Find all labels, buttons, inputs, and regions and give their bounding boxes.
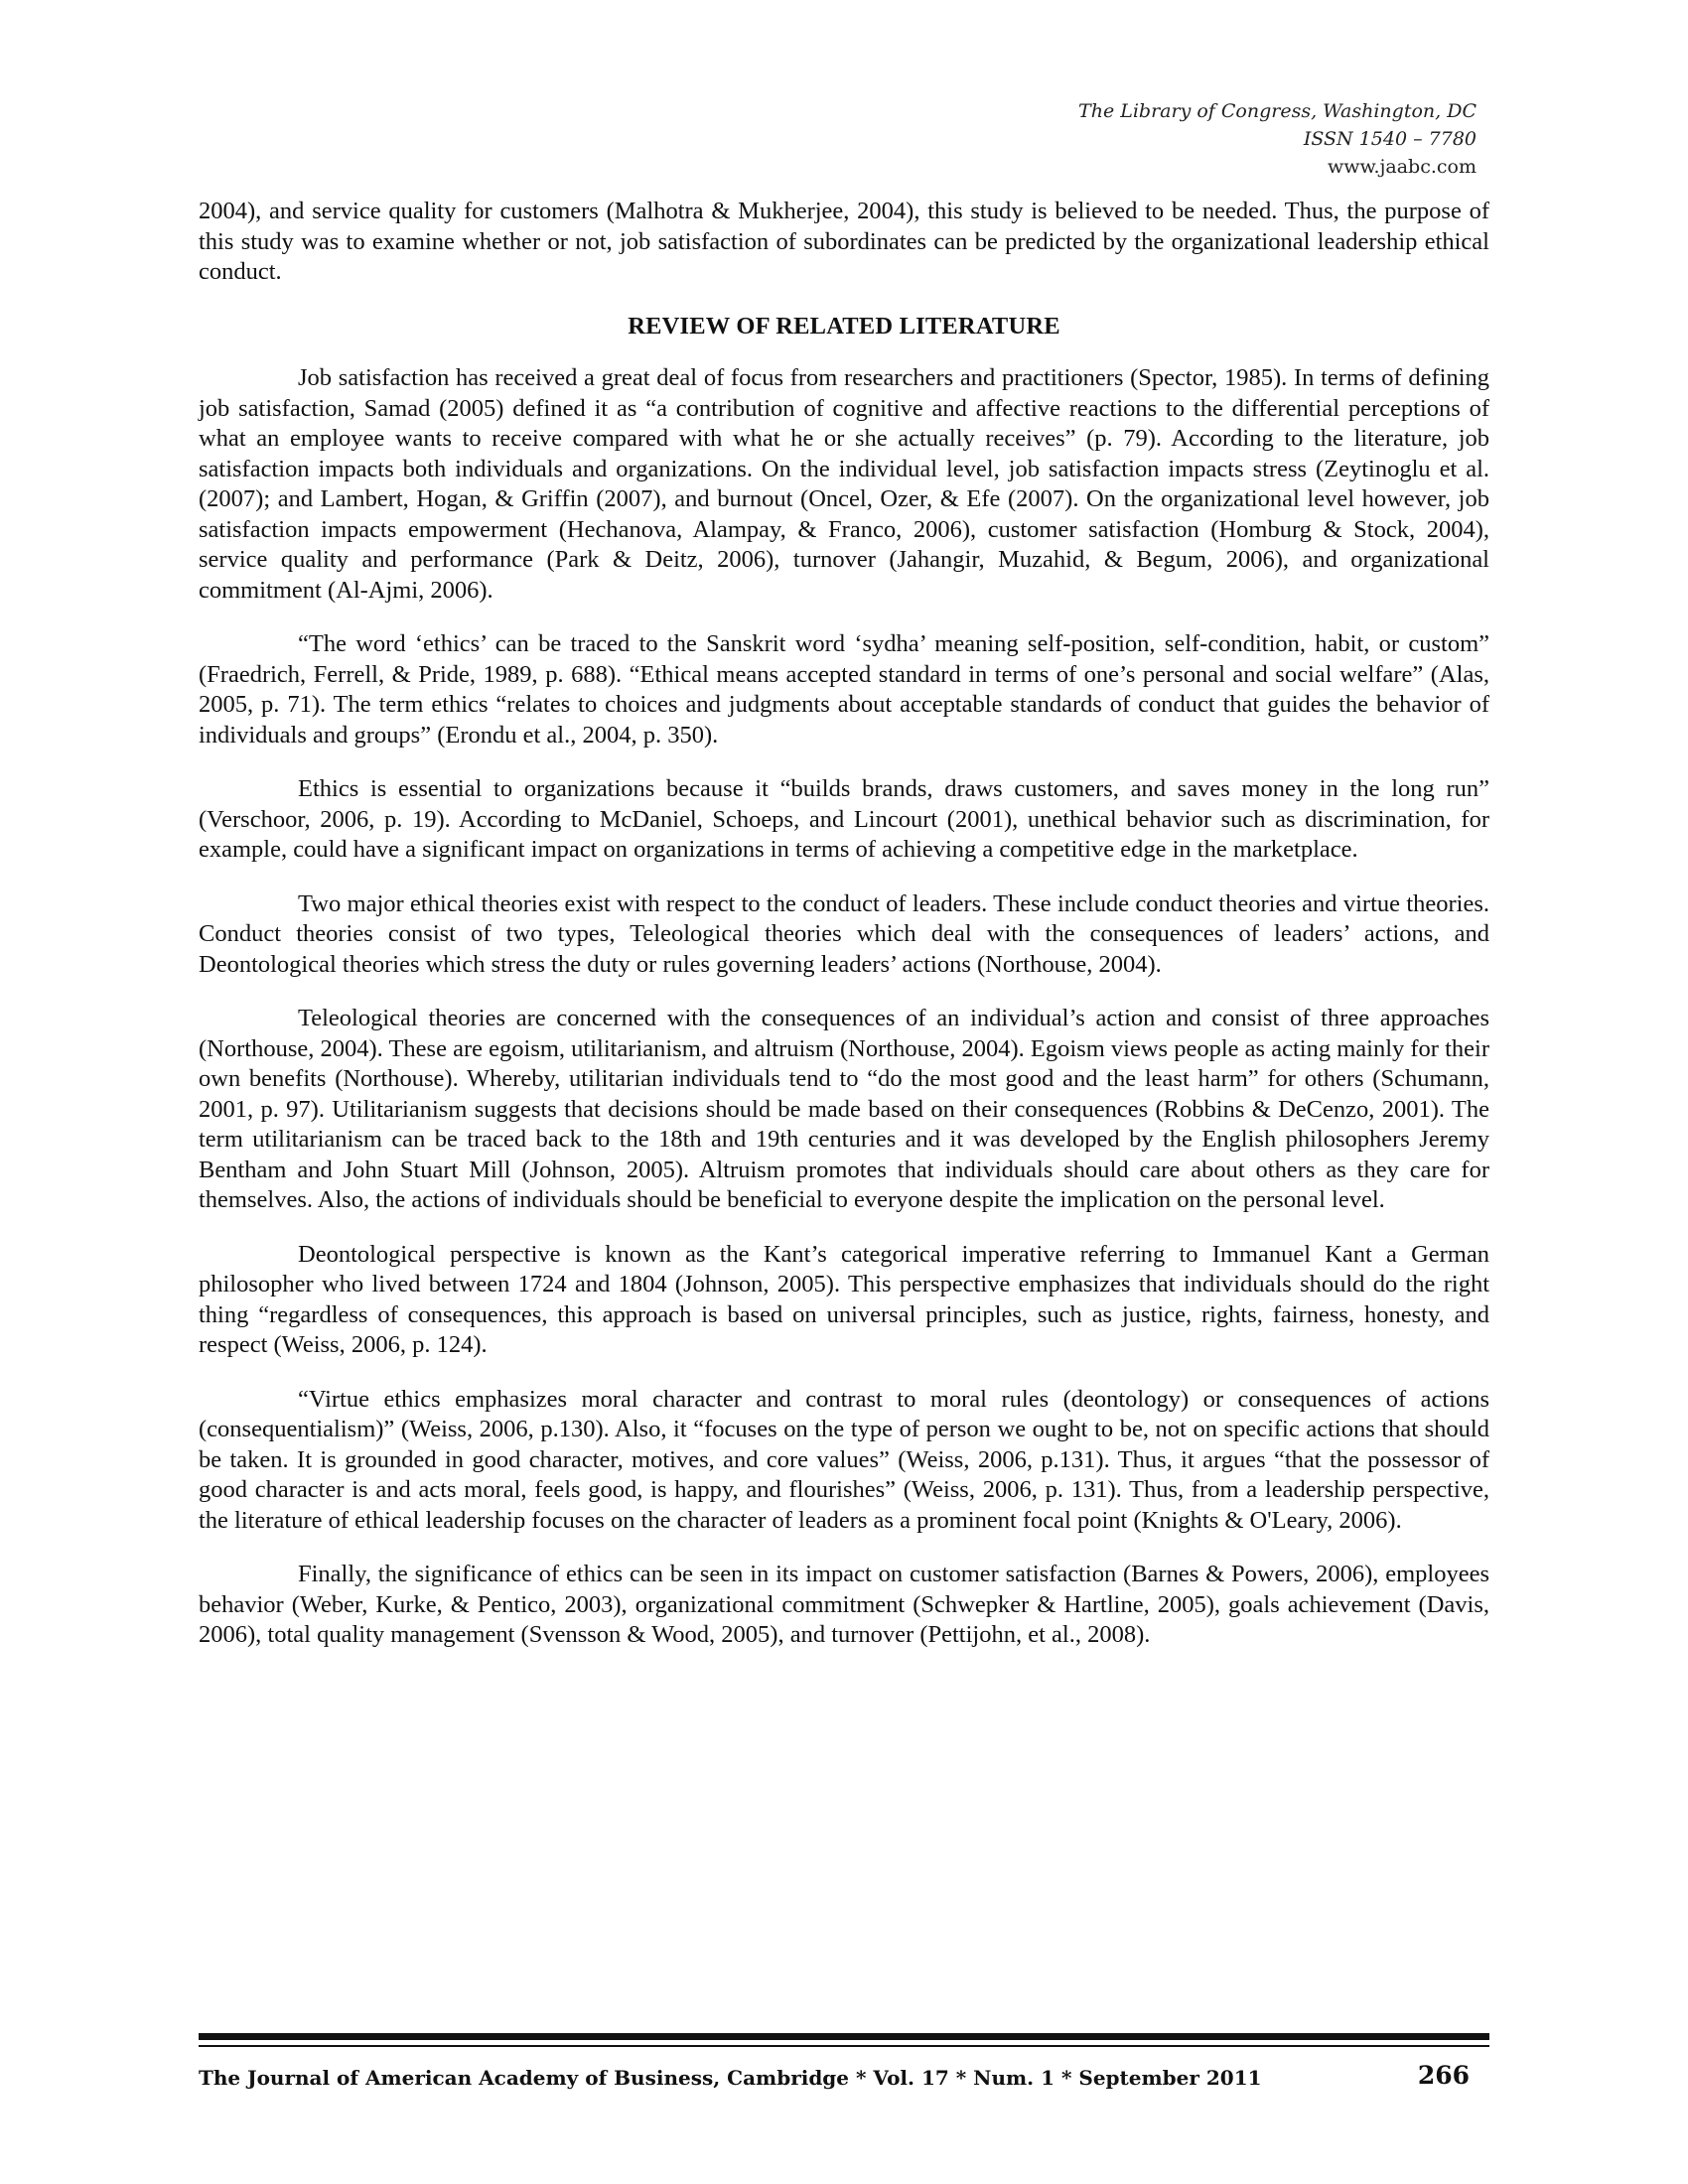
paragraph-deontological: Deontological perspective is known as the Kant’s categorical imperative referring to Immanuel Kant a German philosopher who lived between 1724 and 1804 (Johnson, 2005). This perspective emphasizes that individuals should do the right thing “regardless of consequences, this approach is based on universal principles, such as justice, rights, fairness, honesty, and respect (Weiss, 2006, p. 124). — [199, 1240, 1489, 1358]
page-number: 266 — [1417, 2061, 1470, 2090]
paragraph-significance: Finally, the significance of ethics can be seen in its impact on customer satisfaction (Barnes & Powers, 2006), employees behavior (Weber, Kurke, & Pentico, 2003), organizational commitment (Schwepker & Hartline, 2005), goals achievement (Davis, 2006), total quality management (Svensson & Wood, 2005), and turnover (Pettijohn, et al., 2008). — [199, 1561, 1489, 1648]
footer-rule-thin — [199, 2045, 1489, 2047]
header-publisher: The Library of Congress, Washington, DC — [1078, 100, 1477, 122]
section-heading: REVIEW OF RELATED LITERATURE — [628, 312, 1060, 340]
paragraph-ethics-definition: “The word ‘ethics’ can be traced to the Sanskrit word ‘sydha’ meaning self-position, self-condition, habit, or custom” (Fraedrich, Ferrell, & Pride, 1989, p. 688). “Ethical means accepted standard in terms of one’s personal and social welfare” (Alas, 2005, p. 71). The term ethics “relates to choices and judgments about acceptable standards of conduct that guides the behavior of individuals and groups” (Erondu et al., 2004, p. 350). — [199, 630, 1489, 749]
paragraph-ethical-theories: Two major ethical theories exist with respect to the conduct of leaders. These include conduct theories and virtue theories. Conduct theories consist of two types, Teleological theories which deal with the consequences of leaders’ actions, and Deontological theories which stress the duty or rules governing leaders’ actions (Northouse, 2004). — [199, 889, 1489, 978]
page-header — [1078, 97, 1477, 181]
paragraph-job-satisfaction: Job satisfaction has received a great deal of focus from researchers and practitioners (Spector, 1985). In terms of defining job satisfaction, Samad (2005) defined it as “a contribution of cognitive and affective reactions to the differential perceptions of what an employee wants to receive compared with what he or she actually receives” (p. 79). According to the literature, job satisfaction impacts both individuals and organizations. On the individual level, job satisfaction impacts stress (Zeytinoglu et al. (2007); and Lambert, Hogan, & Griffin (2007), and burnout (Oncel, Ozer, & Efe (2007). On the organizational level however, job satisfaction impacts empowerment (Hechanova, Alampay, & Franco, 2006), customer satisfaction (Homburg & Stock, 2004), service quality and performance (Park & Deitz, 2006), turnover (Jahangir, Muzahid, & Begum, 2006), and organizational commitment (Al-Ajmi, 2006). — [199, 364, 1489, 604]
paragraph-teleological: Teleological theories are concerned with the consequences of an individual’s action and consist of three approaches (Northouse, 2004). These are egoism, utilitarianism, and altruism (Northouse, 2004). Egoism views people as acting mainly for their own benefits (Northouse). Whereby, utilitarian individuals tend to “do the most good and the least harm” for others (Schumann, 2001, p. 97). Utilitarianism suggests that decisions should be made based on their consequences (Robbins & DeCenzo, 2001). The term utilitarianism can be traced back to the 18th and 19th centuries and it was developed by the English philosophers Jeremy Bentham and John Stuart Mill (Johnson, 2005). Altruism promotes that individuals should care about others as they care for themselves. Also, the actions of individuals should be beneficial to everyone despite the implication on the personal level. — [199, 1005, 1489, 1213]
paragraph-virtue-ethics: “Virtue ethics emphasizes moral character and contrast to moral rules (deontology) or consequences of actions (consequentialism)” (Weiss, 2006, p.130). Also, it “focuses on the type of person we ought to be, not on specific actions that should be taken. It is grounded in good character, motives, and core values” (Weiss, 2006, p.131). Thus, it argues “that the possessor of good character is and acts moral, feels good, is happy, and flourishes” (Weiss, 2006, p. 131). Thus, from a leadership perspective, the literature of ethical leadership focuses on the character of leaders as a prominent focal point (Knights & O'Leary, 2006). — [199, 1385, 1489, 1534]
paragraph-ethics-essential: Ethics is essential to organizations because it “builds brands, draws customers, and saves money in the long run” (Verschoor, 2006, p. 19). According to McDaniel, Schoeps, and Lincourt (2001), unethical behavior such as discrimination, for example, could have a significant impact on organizations in terms of achieving a competitive edge in the marketplace. — [199, 775, 1489, 863]
footer-rule-thick — [199, 2033, 1489, 2040]
footer-journal-citation: The Journal of American Academy of Business, Cambridge * Vol. 17 * Num. 1 * September 2011 — [199, 2066, 1262, 2090]
header-issn: ISSN 1540 – 7780 — [1303, 128, 1477, 150]
intro-continuation-paragraph: 2004), and service quality for customers (Malhotra & Mukherjee, 2004), this study is believed to be needed. Thus, the purpose of this study was to examine whether or not, job satisfaction of subordinates can be predicted by the organizational leadership ethical conduct. — [199, 198, 1489, 285]
article-body — [199, 197, 1489, 1675]
header-website: www.jaabc.com — [1327, 156, 1477, 178]
